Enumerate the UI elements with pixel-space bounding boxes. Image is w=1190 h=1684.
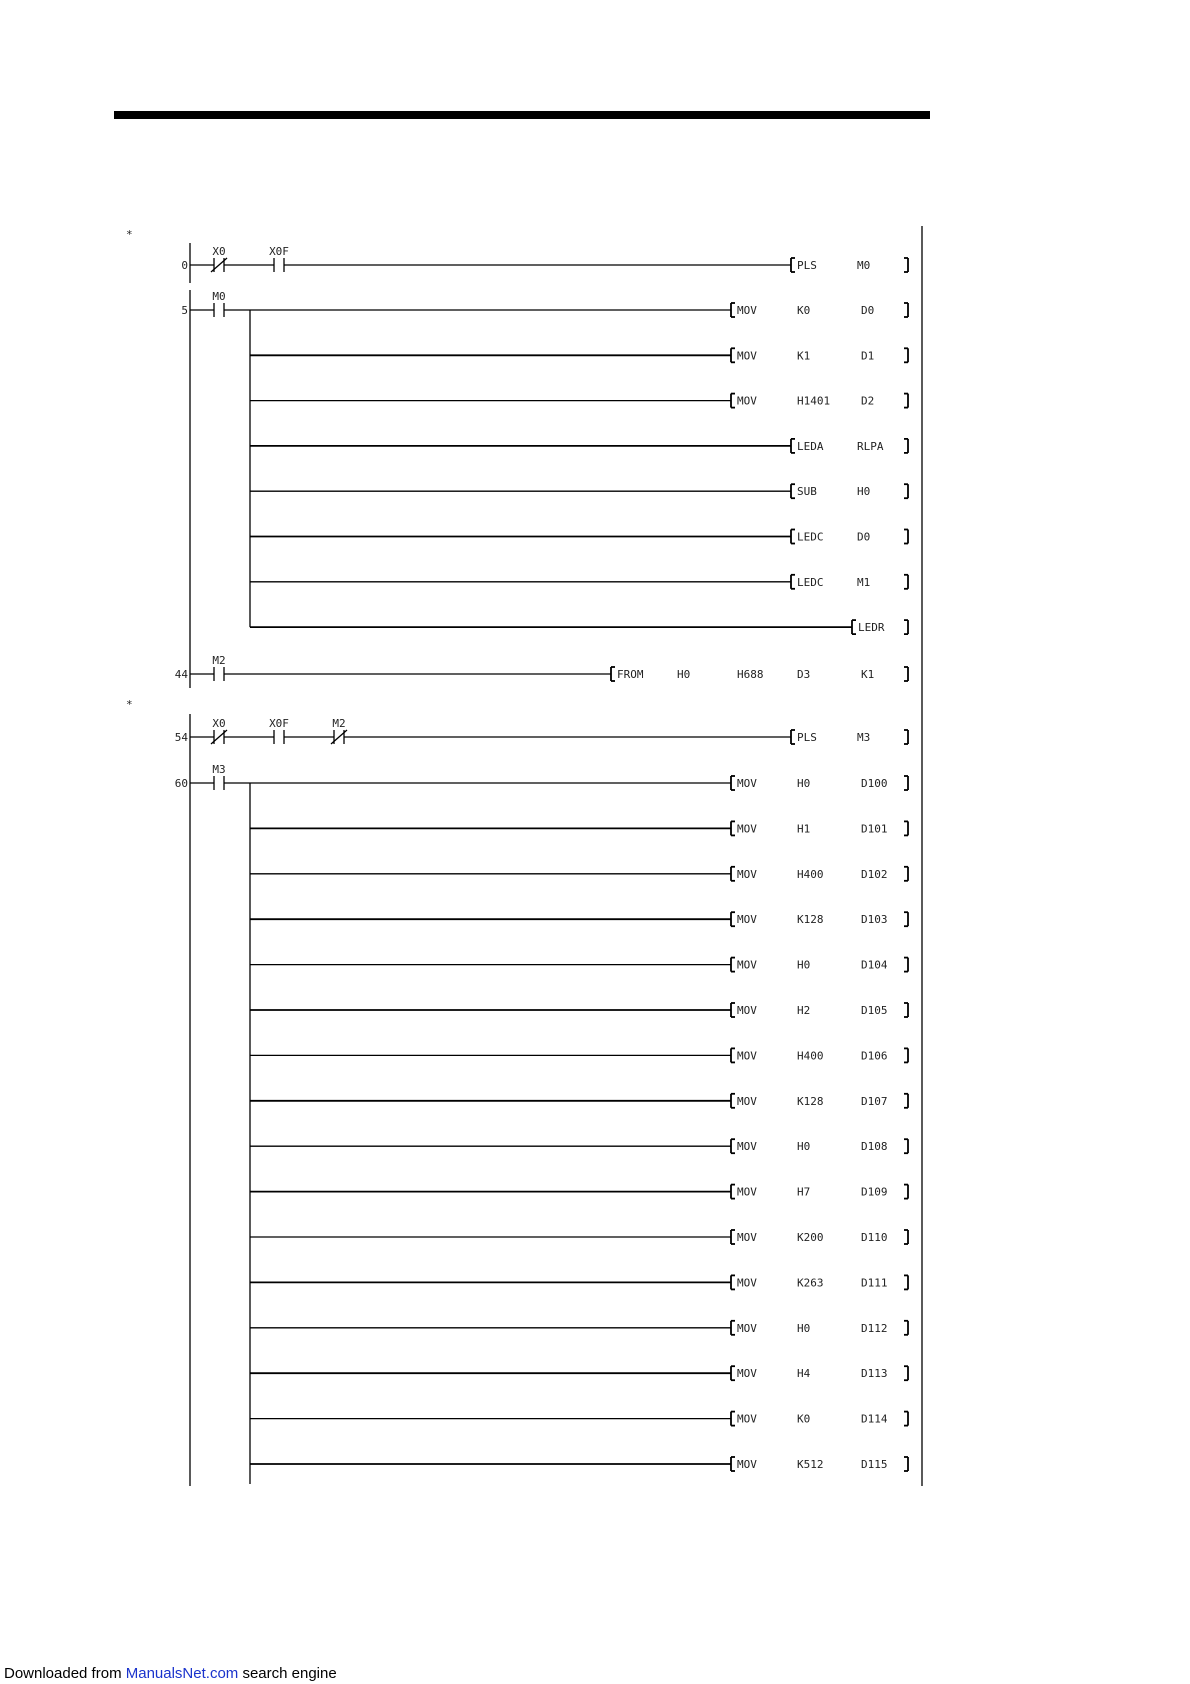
instr-opcode: MOV: [737, 1049, 757, 1063]
instr-opcode: LEDC: [797, 575, 824, 589]
contact-label: X0F: [269, 717, 289, 730]
instr-operand: H0: [797, 777, 811, 790]
instr-operand: H0: [797, 1321, 811, 1335]
instr-operand: D2: [861, 394, 875, 408]
instr-operand: D107: [861, 1094, 888, 1108]
step-number: 5: [181, 304, 188, 317]
footer-credit: [4, 1665, 337, 1682]
instr-operand: M3: [857, 731, 871, 744]
instr-operand: D0: [857, 530, 871, 544]
instr-operand: H0: [857, 485, 871, 499]
instr-operand: D103: [861, 913, 888, 927]
instr-opcode: SUB: [797, 485, 817, 499]
instr-operand: K128: [797, 1094, 824, 1108]
instr-operand: D101: [861, 822, 888, 836]
instr-opcode: MOV: [737, 958, 757, 972]
instr-opcode: LEDR: [858, 621, 885, 635]
instr-operand: M1: [857, 575, 871, 589]
instr-operand: K200: [797, 1231, 824, 1244]
instr-operand: D112: [861, 1321, 888, 1335]
instr-opcode: MOV: [737, 1094, 757, 1108]
instr-operand: K512: [797, 1458, 824, 1471]
instr-operand: D104: [861, 958, 888, 972]
instr-opcode: MOV: [737, 777, 757, 790]
instr-operand: K263: [797, 1276, 824, 1290]
step-number: 44: [174, 668, 188, 681]
instr-opcode: MOV: [737, 304, 757, 317]
instr-opcode: MOV: [737, 349, 757, 363]
instr-opcode: MOV: [737, 1458, 757, 1471]
instr-operand: D113: [861, 1367, 888, 1381]
instr-opcode: LEDC: [797, 530, 824, 544]
instr-operand: K0: [797, 1412, 811, 1426]
instr-opcode: PLS: [797, 731, 817, 744]
instr-operand: H7: [797, 1185, 811, 1199]
instr-operand: D1: [861, 349, 875, 363]
instr-operand: D115: [861, 1458, 888, 1471]
contact-label: X0F: [269, 245, 289, 258]
contact-label: X0: [212, 717, 226, 730]
contact-label: M2: [212, 654, 226, 667]
instr-operand: D106: [861, 1049, 888, 1063]
instr-opcode: MOV: [737, 1276, 757, 1290]
instr-operand: K1: [797, 349, 811, 363]
instr-opcode: MOV: [737, 867, 757, 881]
contact-label: X0: [212, 245, 226, 258]
instr-operand: D100: [861, 777, 888, 790]
instr-operand: H688: [737, 668, 764, 681]
instr-operand: K1: [861, 668, 875, 681]
instr-opcode: MOV: [737, 1412, 757, 1426]
instr-operand: H1401: [797, 394, 831, 408]
instr-operand: D0: [861, 304, 875, 317]
instr-opcode: MOV: [737, 1185, 757, 1199]
instr-operand: H400: [797, 867, 824, 881]
instr-opcode: PLS: [797, 259, 817, 272]
contact-label: M3: [212, 763, 226, 776]
instr-opcode: MOV: [737, 822, 757, 836]
instr-opcode: MOV: [737, 394, 757, 408]
step-number: 54: [174, 731, 188, 744]
instr-operand: H0: [797, 1140, 811, 1154]
footer-prefix: Downloaded from: [4, 1665, 126, 1682]
instr-operand: M0: [857, 259, 871, 272]
instr-opcode: MOV: [737, 1231, 757, 1244]
instr-operand: RLPA: [857, 439, 884, 453]
instr-opcode: LEDA: [797, 439, 824, 453]
instr-operand: D105: [861, 1004, 888, 1017]
instr-opcode: FROM: [617, 668, 644, 681]
instr-operand: D3: [797, 668, 811, 681]
instr-opcode: MOV: [737, 1321, 757, 1335]
instr-opcode: MOV: [737, 1004, 757, 1017]
step-number: 60: [174, 777, 188, 790]
contact-label: M0: [212, 290, 226, 303]
instr-operand: H0: [797, 958, 811, 972]
manualsnet-link[interactable]: ManualsNet.com: [125, 1665, 239, 1682]
instr-opcode: MOV: [737, 1140, 757, 1154]
contact-label: M2: [332, 717, 346, 730]
instr-operand: D114: [861, 1412, 888, 1426]
instr-operand: H400: [797, 1049, 824, 1063]
instr-operand: D102: [861, 867, 888, 881]
instr-opcode: MOV: [737, 1367, 757, 1381]
instr-operand: D111: [861, 1276, 888, 1290]
footer-suffix: search engine: [238, 1665, 337, 1682]
instr-operand: D109: [861, 1185, 888, 1199]
section-marker: *: [126, 698, 133, 711]
instr-operand: D110: [861, 1231, 888, 1244]
instr-operand: K0: [797, 304, 811, 317]
instr-operand: K128: [797, 913, 824, 927]
step-number: 0: [181, 259, 188, 272]
instr-operand: H2: [797, 1004, 811, 1017]
instr-operand: H4: [797, 1367, 811, 1381]
instr-operand: D108: [861, 1140, 888, 1154]
instr-operand: H1: [797, 822, 811, 836]
section-marker: *: [126, 228, 133, 241]
instr-opcode: MOV: [737, 913, 757, 927]
instr-operand: H0: [677, 668, 691, 681]
